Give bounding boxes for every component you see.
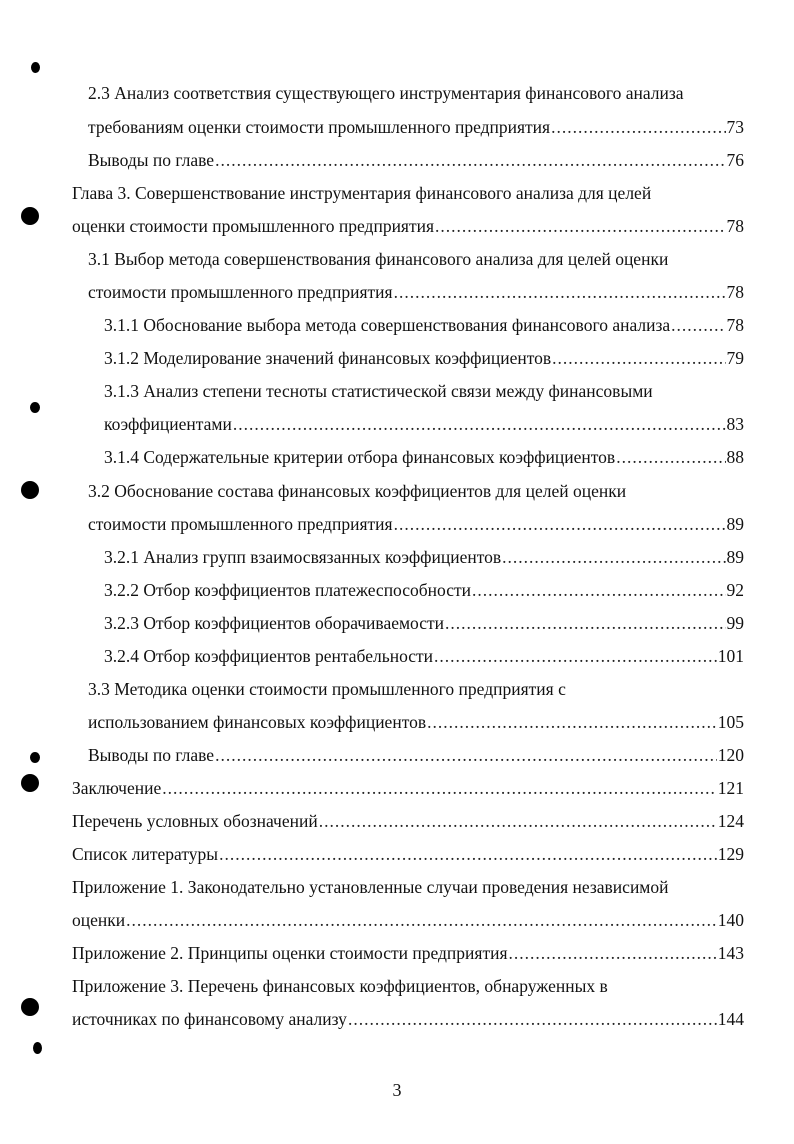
toc-line (72, 874, 744, 900)
toc-line-text: использованием финансовых коэффициентов (88, 712, 427, 732)
toc-line-text: коэффициентами (104, 414, 232, 434)
toc-line (104, 411, 744, 437)
toc-line-text: Приложение 2. Принципы оценки стоимости предприятия (72, 943, 508, 963)
toc-line (72, 841, 744, 867)
toc-page-number: 124 (717, 811, 744, 831)
toc-line (104, 544, 744, 570)
leader-dots (445, 610, 725, 636)
toc-line-text: 3.2 Обоснование состава финансовых коэффициентов для целей оценки (88, 481, 627, 501)
toc-page-number: 83 (726, 414, 744, 434)
toc-line-text: Список литературы (72, 844, 219, 864)
binder-hole-mark (21, 207, 39, 225)
toc-line (104, 378, 744, 404)
toc-line (104, 643, 744, 669)
leader-dots (435, 213, 725, 239)
toc-line-text: стоимости промышленного предприятия (88, 282, 393, 302)
toc-line-text: 3.1.4 Содержательные критерии отбора финансовых коэффициентов (104, 447, 616, 467)
toc-page-number: 140 (717, 910, 744, 930)
toc-page-number: 89 (726, 514, 744, 534)
toc-page-number: 121 (717, 778, 744, 798)
leader-dots (502, 544, 725, 570)
leader-dots (616, 444, 725, 470)
leader-dots (319, 808, 717, 834)
leader-dots (348, 1006, 717, 1032)
toc-page-number: 79 (726, 348, 744, 368)
toc-page-number: 120 (717, 745, 744, 765)
toc-line-text: Выводы по главе (88, 150, 215, 170)
toc-line (88, 511, 744, 537)
toc-line-text: Приложение 1. Законодательно установленные случаи проведения независимой (72, 877, 669, 897)
toc-line (72, 213, 744, 239)
toc-line-text: Приложение 3. Перечень финансовых коэффициентов, обнаруженных в (72, 976, 608, 996)
toc-page-number: 92 (726, 580, 744, 600)
toc-line (72, 907, 744, 933)
leader-dots (394, 511, 726, 537)
leader-dots (126, 907, 717, 933)
toc-line-text: 3.2.1 Анализ групп взаимосвязанных коэффициентов (104, 547, 502, 567)
toc-line-text: стоимости промышленного предприятия (88, 514, 393, 534)
toc-page-number: 144 (717, 1009, 744, 1029)
toc-line-text: 3.1.3 Анализ степени тесноты статистической связи между финансовыми (104, 381, 653, 401)
leader-dots (219, 841, 717, 867)
toc-page-number: 101 (717, 646, 744, 666)
toc-page-number: 78 (726, 315, 744, 335)
toc-line-text: 3.2.2 Отбор коэффициентов платежеспособности (104, 580, 471, 600)
toc-line-text: 2.3 Анализ соответствия существующего инструментария финансового анализа (88, 83, 684, 103)
page-number: 3 (392, 1080, 402, 1100)
toc-line-text: источниках по финансовому анализу (72, 1009, 347, 1029)
leader-dots (671, 312, 725, 338)
toc-line-text: 3.2.3 Отбор коэффициентов оборачиваемости (104, 613, 445, 633)
toc-line (88, 742, 744, 768)
toc-page-number: 78 (726, 216, 744, 236)
binder-hole-mark (21, 998, 39, 1016)
toc-page-number: 105 (717, 712, 744, 732)
leader-dots (233, 411, 726, 437)
leader-dots (162, 775, 717, 801)
toc-line-text: оценки стоимости промышленного предприятия (72, 216, 435, 236)
toc-page-number: 78 (726, 282, 744, 302)
toc-line (88, 478, 744, 504)
toc-page-number: 88 (726, 447, 744, 467)
leader-dots (215, 147, 725, 173)
toc-line (88, 80, 744, 106)
toc-line (88, 709, 744, 735)
toc-line-text: Перечень условных обозначений (72, 811, 318, 831)
toc-page-number: 99 (726, 613, 744, 633)
toc-page-number: 143 (717, 943, 744, 963)
binder-hole-mark (33, 1042, 42, 1054)
toc-line (88, 246, 744, 272)
leader-dots (551, 114, 725, 140)
toc-line (72, 1006, 744, 1032)
leader-dots (509, 940, 717, 966)
leader-dots (215, 742, 717, 768)
toc-line-text: Выводы по главе (88, 745, 215, 765)
leader-dots (394, 279, 726, 305)
toc-line (88, 676, 744, 702)
toc-line (72, 808, 744, 834)
toc-line-text: 3.1 Выбор метода совершенствования финансового анализа для целей оценки (88, 249, 669, 269)
toc-line-text: оценки (72, 910, 126, 930)
leader-dots (434, 643, 717, 669)
toc-line (72, 973, 744, 999)
toc-line-text: 3.1.2 Моделирование значений финансовых коэффициентов (104, 348, 552, 368)
toc-line (72, 775, 744, 801)
toc-line (104, 345, 744, 371)
toc-line (72, 180, 744, 206)
toc-line (88, 279, 744, 305)
leader-dots (472, 577, 726, 603)
toc-line (72, 940, 744, 966)
binder-hole-mark (31, 62, 40, 73)
toc-page-number: 89 (726, 547, 744, 567)
toc-line-text: Глава 3. Совершенствование инструментария финансового анализа для целей (72, 183, 652, 203)
toc-line (104, 444, 744, 470)
toc-line (104, 610, 744, 636)
binder-hole-mark (21, 481, 39, 499)
toc-page-number: 76 (726, 150, 744, 170)
toc-line-text: Заключение (72, 778, 162, 798)
toc-line (104, 577, 744, 603)
binder-hole-mark (30, 752, 40, 763)
toc-line-text: 3.3 Методика оценки стоимости промышленного предприятия с (88, 679, 566, 699)
binder-hole-mark (30, 402, 40, 413)
toc-line (88, 147, 744, 173)
leader-dots (552, 345, 725, 371)
toc-line (104, 312, 744, 338)
toc-line-text: 3.2.4 Отбор коэффициентов рентабельности (104, 646, 434, 666)
toc-line-text: требованиям оценки стоимости промышленного предприятия (88, 117, 551, 137)
toc-line-text: 3.1.1 Обоснование выбора метода совершенствования финансового анализа (104, 315, 671, 335)
binder-hole-mark (21, 774, 39, 792)
leader-dots (427, 709, 717, 735)
toc-line (88, 114, 744, 140)
toc-page-number: 73 (726, 117, 744, 137)
toc-page-number: 129 (717, 844, 744, 864)
